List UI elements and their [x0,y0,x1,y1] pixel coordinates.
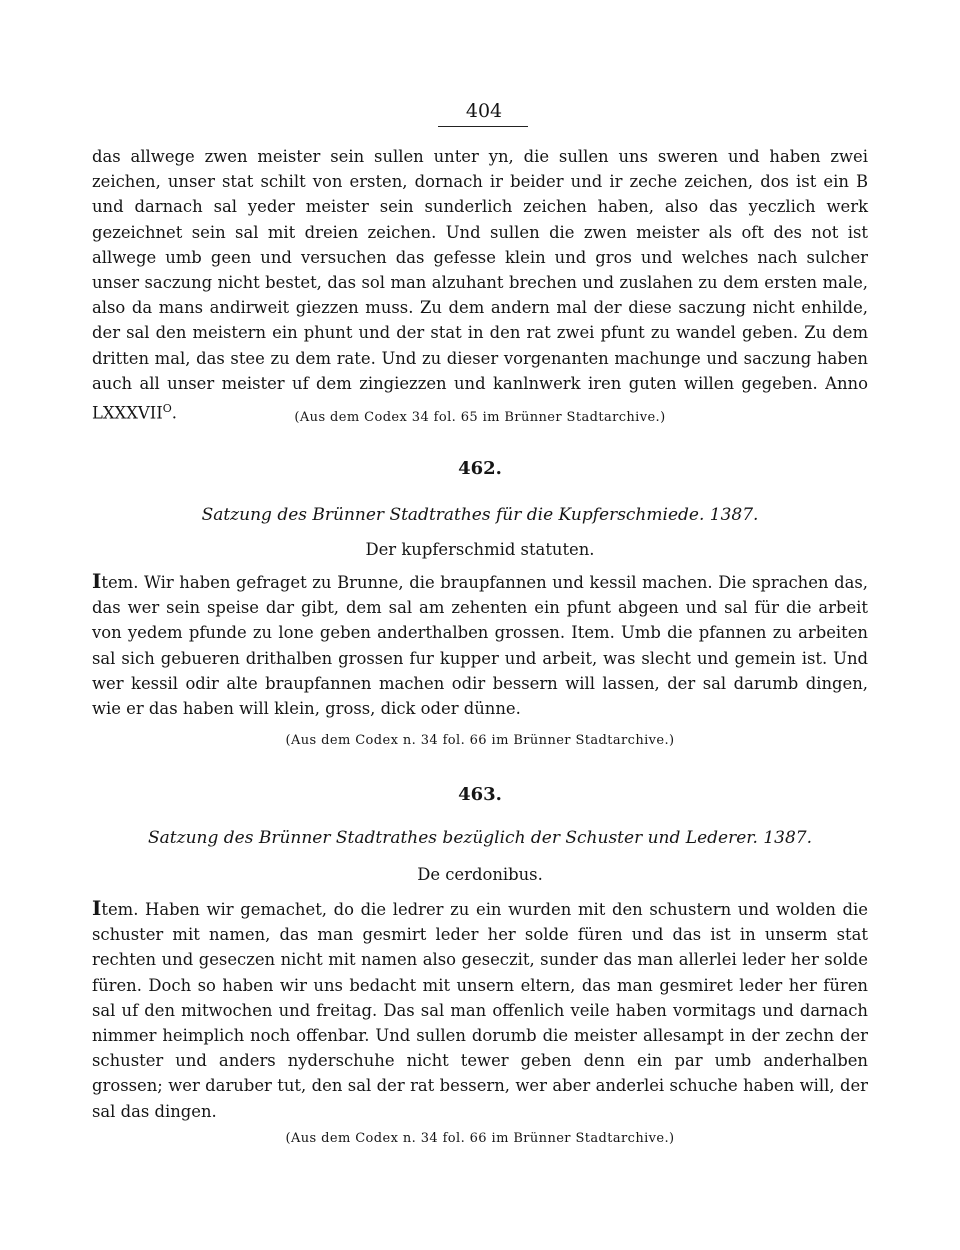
continuation-end: . [171,403,177,423]
document-initial-463: I [92,896,102,920]
page-number: 404 [465,100,503,122]
continuation-paragraph [92,144,868,426]
document-source-note-462: (Aus dem Codex n. 34 fol. 66 im Brünner Stadtarchive.) [285,733,675,748]
continuation-source-note: (Aus dem Codex 34 fol. 65 im Brünner Stadtarchive.) [294,410,666,425]
document-text-462: tem. Wir haben gefraget zu Brunne, die braupfannen und kessil machen. Die sprachen das, das wer sein speise dar gibt, dem sal am zehenten ein pfunt abgeen und sal für die arbeit von yedem pfunde zu lone geben anderthalben grossen. Item. Umb die pfannen zu arbeiten sal sich gebueren drithalben grossen fur kupper und arbeit, was slecht und gemein ist. Und wer kessil odir alte braupfannen machen odir bessern will lassen, der sal darumb dingen, wie er das haben will klein, gross, dick oder dünne. [92,573,868,719]
document-subtitle-462: Der kupferschmid statuten. [365,540,595,559]
document-number-462: 462. [458,458,502,479]
page-number-rule [438,126,528,127]
document-title-462: Satzung des Brünner Stadtrathes für die Kupferschmiede. 1387. [201,505,759,525]
document-body-463 [92,896,868,1124]
continuation-text: das allwege zwen meister sein sullen unter yn, die sullen uns sweren und haben zwei zeichen, unser stat schilt von ersten, dornach ir beider und ir zeche zeichen, dos ist ein B und darnach sal yeder meister sein sunderlich zeichen haben, also das yeczlich werk gezeichnet sein sal mit dreien zeichen. Und sullen die zwen meister als oft des not ist allwege umb geen und versuchen das gefesse klein und gros und welches nach sulcher unser saczung nicht bestet, das sol man alzuhant brechen und zuslahen zu dem ersten male, also da mans andirweit giezzen muss. Zu dem andern mal der diese saczung nicht enhilde, der sal den meistern ein phunt und der stat in den rat zwei pfunt zu wandel geben. Zu dem dritten mal, das stee zu dem rate. Und zu dieser vorgenanten machunge und saczung haben auch all unser meister uf dem zingiezzen und kanlnwerk iren guten willen gegeben. Anno LXXXVII [92,147,868,423]
document-number-463: 463. [458,784,502,805]
document-body-462 [92,569,868,721]
document-text-463: tem. Haben wir gemachet, do die ledrer zu ein wurden mit den schustern und wolden die schuster mit namen, das man gesmirt leder her solde füren und das ist in unserm stat rechten und geseczen nicht mit namen also geseczit, sunder das man allerlei leder her solde füren. Doch so haben wir uns bedacht mit unsern eltern, das man gesmiret leder her füren sal uf den mitwochen und freitag. Das sal man offenlich veile haben vormitags und darnach nimmer heimplich noch offenbar. Und sullen dorumb die meister allesampt in der zechn der schuster und anders nyderschuhe nicht tewer geben denn ein par umb anderhalben grossen; wer daruber tut, den sal der rat bessern, wer aber anderlei schuche haben will, der sal das dingen. [92,900,868,1121]
document-subtitle-463: De cerdonibus. [417,865,543,884]
document-title-463: Satzung des Brünner Stadtrathes bezüglich der Schuster und Lederer. 1387. [148,828,812,848]
document-source-note-463: (Aus dem Codex n. 34 fol. 66 im Brünner Stadtarchive.) [285,1131,675,1146]
continuation-superscript: O [162,402,172,416]
document-initial-462: I [92,569,102,593]
